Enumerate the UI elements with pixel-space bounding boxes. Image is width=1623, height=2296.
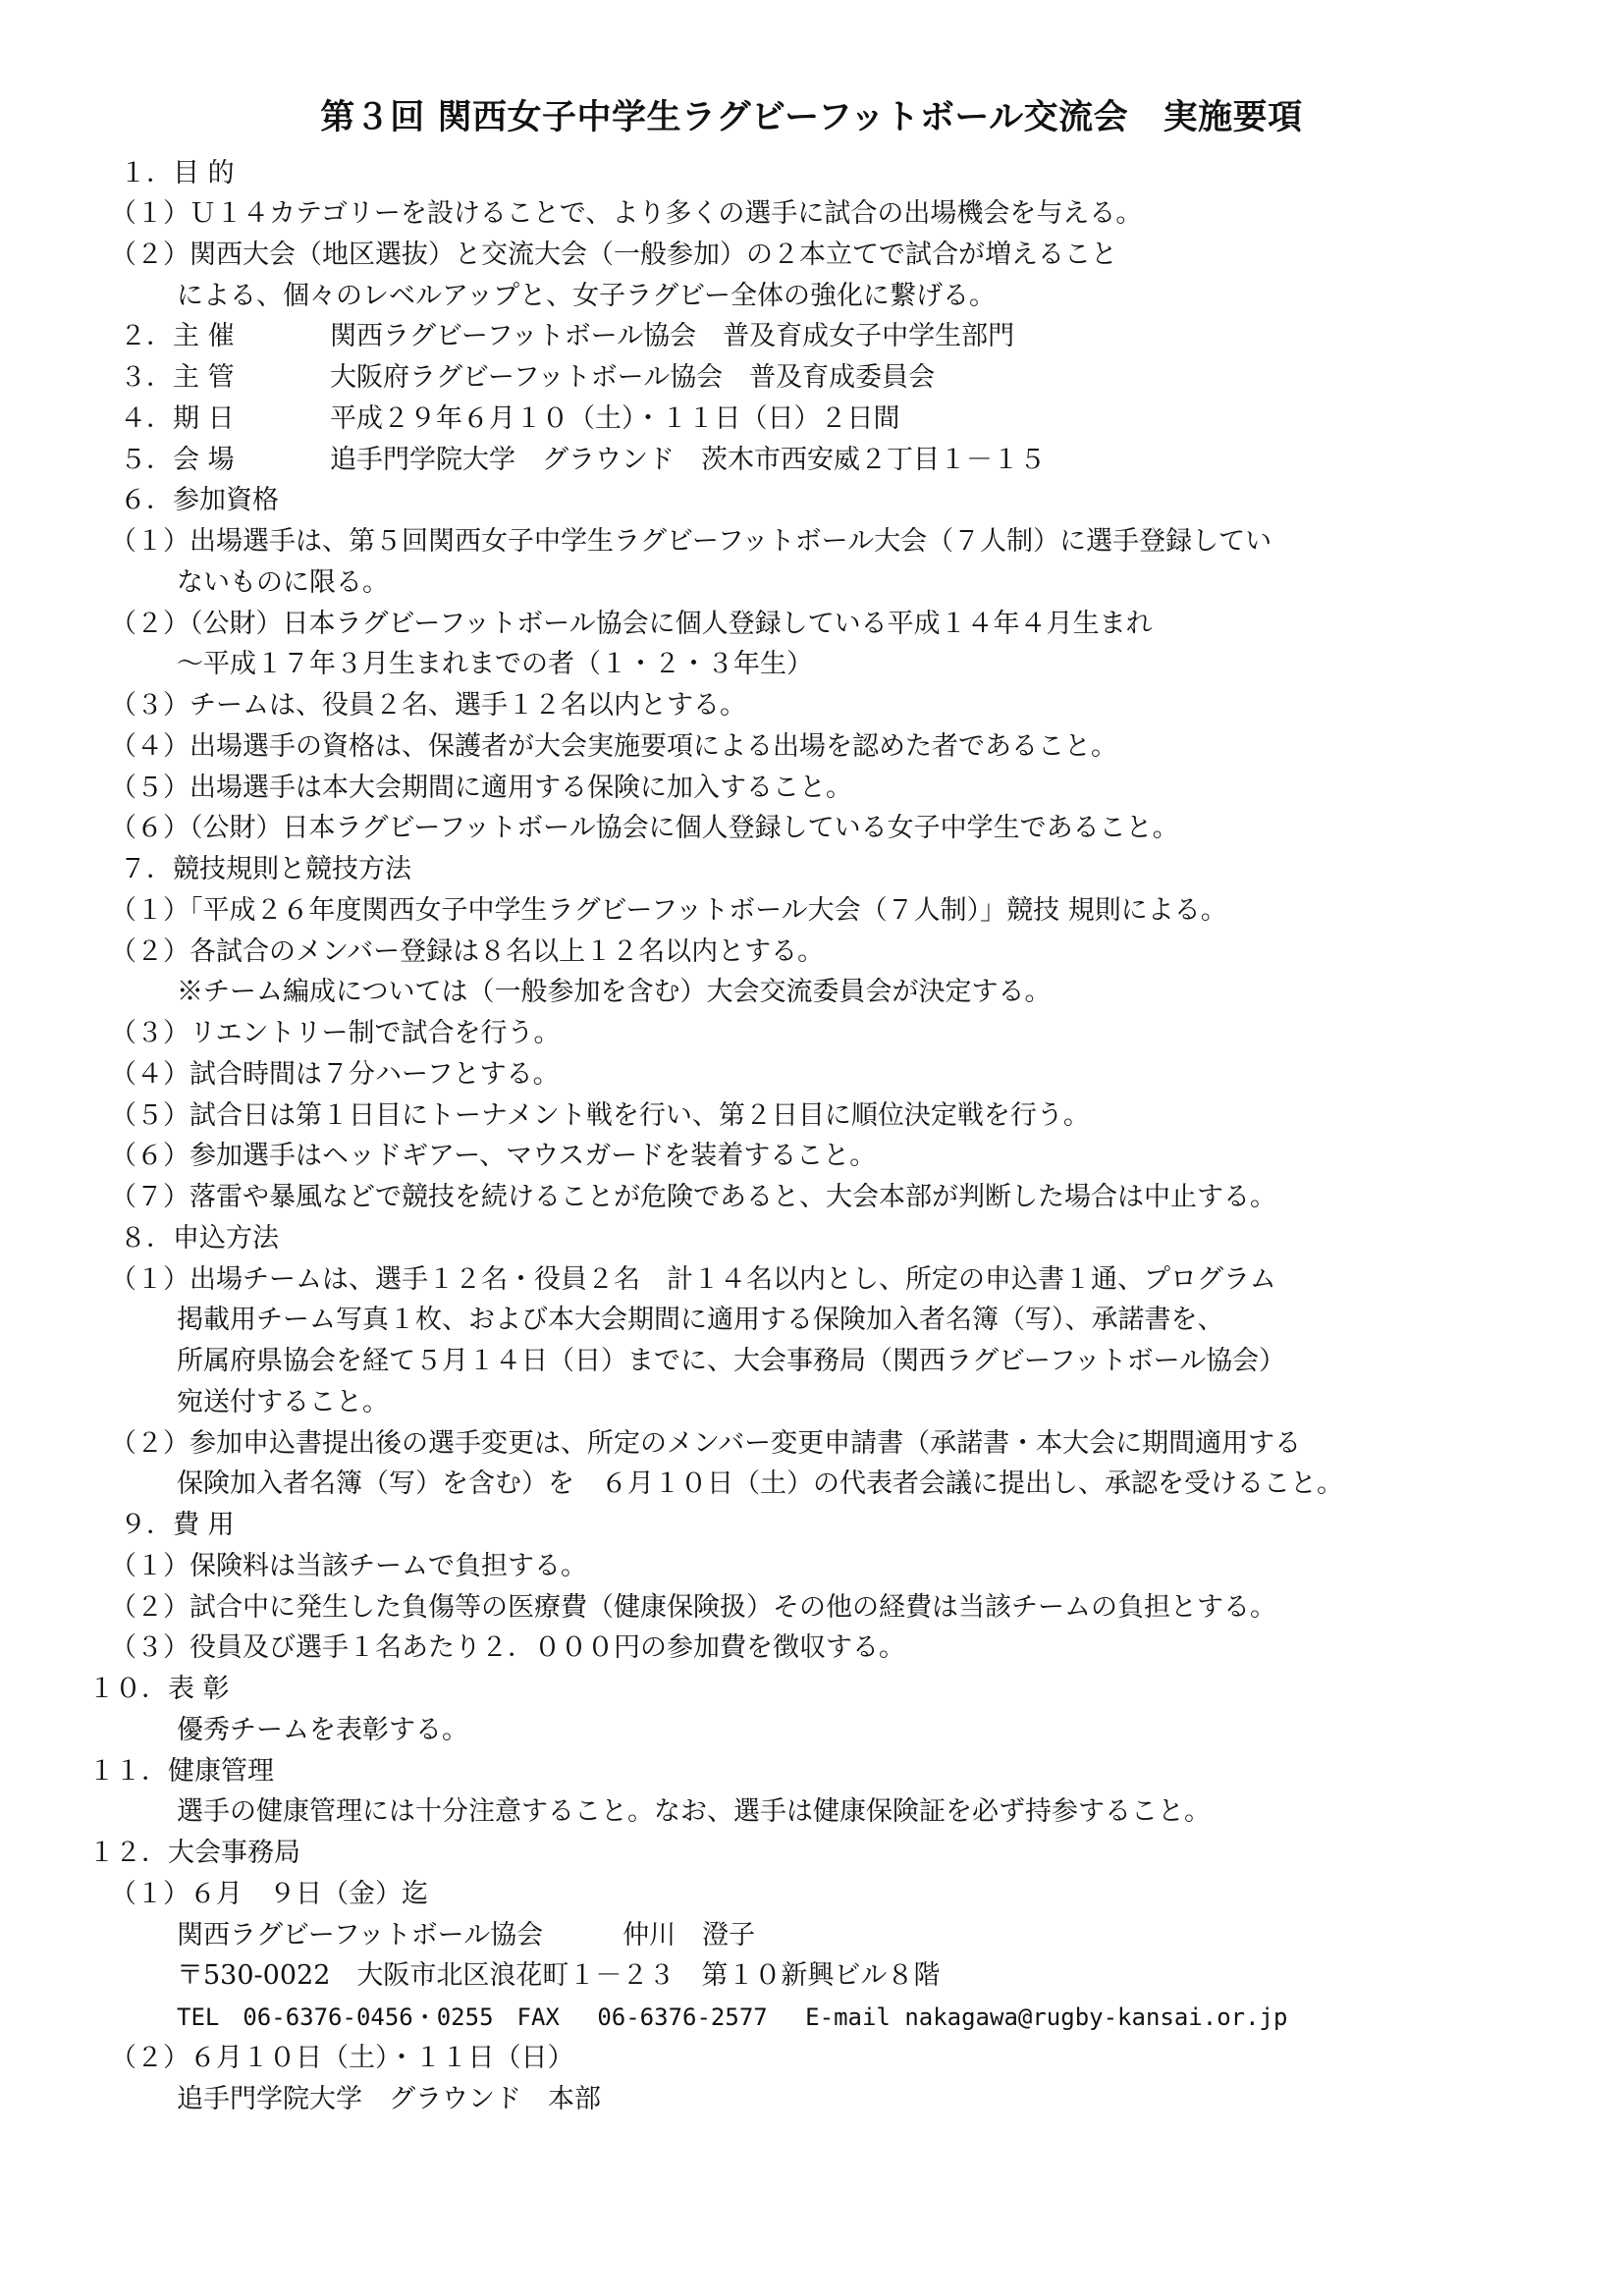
host-value: 大阪府ラグビーフットボール協会 普及育成委員会 — [330, 362, 936, 393]
application-item-2-cont: 保険加入者名簿（写）を含む）を ６月１０日（土）の代表者会議に提出し、承認を受けること。 — [177, 1468, 1343, 1499]
purpose-item-2: （２）関西大会（地区選抜）と交流大会（一般参加）の２本立てで試合が増えること — [110, 240, 1117, 270]
purpose-item-1: （１）Ｕ１４カテゴリーを設けることで、より多くの選手に試合の出場機会を与える。 — [110, 198, 1143, 229]
fees-item-3: （３）役員及び選手１名あたり２．０００円の参加費を徴収する。 — [110, 1632, 905, 1663]
application-item-2: （２）参加申込書提出後の選手変更は、所定のメンバー変更申請書（承諾書・本大会に期間適用する — [110, 1428, 1302, 1459]
secretariat-contact: TEL 06-6376-0456・0255 FAX 06-6376-2577 E-mail nakagawa@rugby-kansai.or.jp — [177, 2003, 1288, 2031]
date-label: ４．期 日 — [120, 403, 235, 434]
eligibility-item-6: （６）（公財）日本ラグビーフットボール協会に個人登録している女子中学生であること。 — [110, 813, 1179, 843]
eligibility-item-2: （２）（公財）日本ラグビーフットボール協会に個人登録している平成１４年４月生まれ — [110, 609, 1153, 639]
host-label: ３．主 管 — [120, 362, 235, 393]
application-item-1: （１）出場チームは、選手１２名・役員２名 計１４名以内とし、所定の申込書１通、プログラム — [110, 1264, 1276, 1295]
section-heading-application: ８．申込方法 — [120, 1223, 279, 1254]
document-title: 第３回 関西女子中学生ラグビーフットボール交流会 実施要項 — [320, 98, 1303, 137]
rules-item-2: （２）各試合のメンバー登録は８名以上１２名以内とする。 — [110, 936, 825, 967]
rules-item-1: （１）「平成２６年度関西女子中学生ラグビーフットボール大会（７人制）」競技 規則による。 — [110, 895, 1227, 926]
eligibility-item-2-cont: ～平成１７年３月生まれまでの者（１・２・３年生） — [177, 649, 813, 679]
section-heading-rules: ７．競技規則と競技方法 — [120, 854, 411, 884]
secretariat-address: 〒530-0022 大阪市北区浪花町１－２３ 第１０新興ビル８階 — [177, 1960, 941, 1991]
section-heading-awards: １０．表 彰 — [88, 1674, 230, 1704]
section-host — [120, 361, 935, 395]
organizer-value: 関西ラグビーフットボール協会 普及育成女子中学生部門 — [330, 321, 1015, 351]
section-heading-health: １１．健康管理 — [88, 1756, 274, 1787]
fees-item-1: （１）保険料は当該チームで負担する。 — [110, 1551, 587, 1581]
fees-item-2: （２）試合中に発生した負傷等の医療費（健康保険扱）その他の経費は当該チームの負担とする。 — [110, 1592, 1276, 1623]
application-item-1-cont-3: 宛送付すること。 — [177, 1387, 389, 1417]
health-text: 選手の健康管理には十分注意すること。なお、選手は健康保険証を必ず持参すること。 — [177, 1796, 1211, 1827]
date-value: 平成２９年６月１０（土）・１１日（日）２日間 — [330, 403, 900, 434]
purpose-item-2-cont: による、個々のレベルアップと、女子ラグビー全体の強化に繋げる。 — [177, 281, 997, 311]
rules-item-3: （３）リエントリー制で試合を行う。 — [110, 1018, 561, 1048]
secretariat-item-1: （１）６月 ９日（金）迄 — [110, 1879, 428, 1909]
rules-item-5: （５）試合日は第１日目にトーナメント戦を行い、第２日目に順位決定戦を行う。 — [110, 1100, 1090, 1131]
section-heading-fees: ９．費 用 — [120, 1510, 235, 1540]
venue-label: ５．会 場 — [120, 445, 235, 475]
eligibility-item-4: （４）出場選手の資格は、保護者が大会実施要項による出場を認めた者であること。 — [110, 731, 1117, 762]
rules-item-7: （７）落雷や暴風などで競技を続けることが危険であると、大会本部が判断した場合は中止する。 — [110, 1182, 1276, 1212]
section-heading-eligibility: ６．参加資格 — [120, 485, 279, 515]
eligibility-item-1-cont: ないものに限る。 — [177, 567, 389, 598]
section-date — [120, 402, 900, 436]
secretariat-hq: 追手門学院大学 グラウンド 本部 — [177, 2084, 601, 2114]
section-heading-purpose: １．目 的 — [120, 158, 235, 188]
eligibility-item-5: （５）出場選手は本大会期間に適用する保険に加入すること。 — [110, 773, 852, 803]
section-venue — [120, 444, 1046, 477]
secretariat-item-2: （２）６月１０日（土）・１１日（日） — [110, 2043, 574, 2073]
secretariat-org: 関西ラグビーフットボール協会 仲川 澄子 — [177, 1920, 756, 1950]
venue-value: 追手門学院大学 グラウンド 茨木市西安威２丁目１－１５ — [330, 445, 1046, 475]
awards-text: 優秀チームを表彰する。 — [177, 1715, 468, 1745]
application-item-1-cont-2: 所属府県協会を経て５月１４日（日）までに、大会事務局（関西ラグビーフットボール協会） — [177, 1346, 1286, 1376]
section-organizer — [120, 320, 1014, 353]
eligibility-item-1: （１）出場選手は、第５回関西女子中学生ラグビーフットボール大会（７人制）に選手登録してい — [110, 526, 1272, 557]
eligibility-item-3: （３）チームは、役員２名、選手１２名以内とする。 — [110, 690, 746, 721]
rules-item-4: （４）試合時間は７分ハーフとする。 — [110, 1059, 560, 1090]
organizer-label: ２．主 催 — [120, 321, 235, 351]
application-item-1-cont-1: 掲載用チーム写真１枚、および本大会期間に適用する保険加入者名簿（写）、承諾書を、 — [177, 1305, 1224, 1335]
section-heading-secretariat: １２．大会事務局 — [88, 1838, 300, 1868]
rules-item-6: （６）参加選手はヘッドギアー、マウスガードを装着すること。 — [110, 1141, 877, 1171]
rules-item-2-note: ※チーム編成については（一般参加を含む）大会交流委員会が決定する。 — [177, 977, 1052, 1007]
